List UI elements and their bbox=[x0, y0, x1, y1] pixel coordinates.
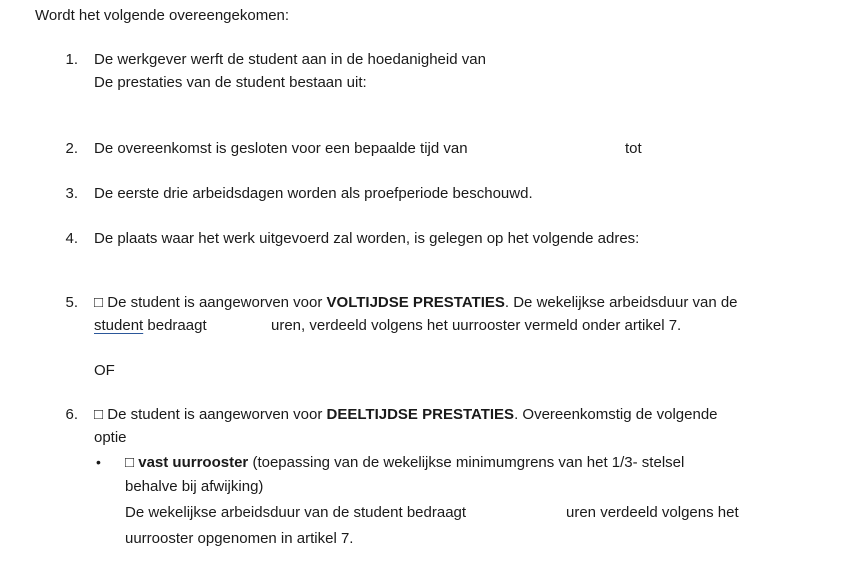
checkbox-icon[interactable]: □ bbox=[94, 294, 104, 311]
sub-option-text bbox=[125, 451, 684, 474]
sub-option-line3-tail: uren verdeeld volgens het bbox=[566, 504, 739, 521]
item-text: De overeenkomst is gesloten voor een bepaalde tijd van bbox=[94, 140, 468, 157]
text-segment: . Overeenkomstig de volgende bbox=[514, 406, 718, 423]
bold-label: vast uurrooster bbox=[138, 454, 249, 471]
checkbox-icon[interactable]: □ bbox=[94, 406, 104, 423]
bold-label: VOLTIJDSE PRESTATIES bbox=[326, 294, 505, 311]
item-text bbox=[94, 403, 718, 426]
intro-text: Wordt het volgende overeengekomen: bbox=[35, 7, 290, 24]
text-segment: (toepassing van de wekelijkse minimumgrens van het 1/3- stelsel bbox=[248, 454, 685, 471]
item-text-line2 bbox=[94, 314, 207, 337]
checkbox-icon[interactable]: □ bbox=[125, 454, 135, 471]
item-number: 3. bbox=[65, 185, 78, 202]
text-segment: De student is aangeworven voor bbox=[107, 294, 327, 311]
sub-option-line4: uurrooster opgenomen in artikel 7. bbox=[125, 530, 354, 547]
item-number: 5. bbox=[65, 294, 78, 311]
bullet-icon: • bbox=[96, 454, 101, 470]
item-number: 4. bbox=[65, 230, 78, 247]
or-label: OF bbox=[94, 362, 115, 379]
sub-option-line3: De wekelijkse arbeidsduur van de student bedraagt bbox=[125, 504, 467, 521]
item-text-line2: optie bbox=[94, 429, 127, 446]
item-number: 1. bbox=[65, 51, 78, 68]
text-segment: . De wekelijkse arbeidsduur van de bbox=[504, 294, 738, 311]
bold-label: DEELTIJDSE PRESTATIES bbox=[326, 406, 515, 423]
item-text bbox=[94, 291, 738, 314]
item-text: De plaats waar het werk uitgevoerd zal worden, is gelegen op het volgende adres: bbox=[94, 230, 640, 247]
item-text-tail: tot bbox=[625, 140, 642, 157]
text-segment: bedraagt bbox=[147, 317, 207, 334]
item-text-line2-tail: uren, verdeeld volgens het uurrooster vermeld onder artikel 7. bbox=[271, 317, 682, 334]
sub-option-line2: behalve bij afwijking) bbox=[125, 478, 264, 495]
item-number: 6. bbox=[65, 406, 78, 423]
item-text: De werkgever werft de student aan in de hoedanigheid van bbox=[94, 51, 486, 68]
item-text-line2: De prestaties van de student bestaan uit: bbox=[94, 74, 367, 91]
text-segment: De student is aangeworven voor bbox=[107, 406, 327, 423]
spellcheck-word: student bbox=[94, 317, 144, 334]
item-number: 2. bbox=[65, 140, 78, 157]
item-text: De eerste drie arbeidsdagen worden als proefperiode beschouwd. bbox=[94, 185, 533, 202]
